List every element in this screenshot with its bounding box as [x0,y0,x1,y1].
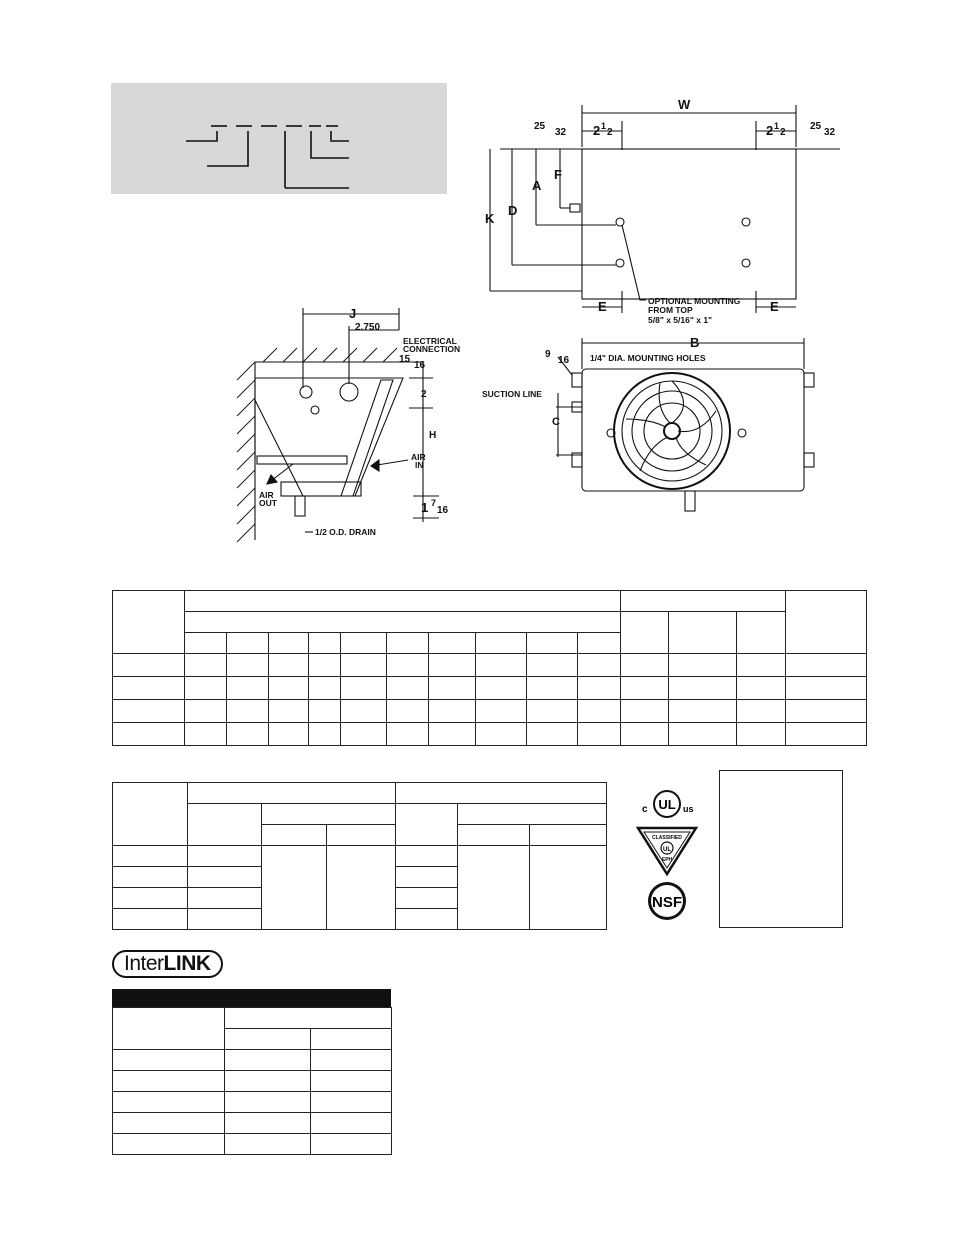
table-row [113,846,607,867]
dim-e-right: E [770,299,779,314]
drain-label: 1/2 O.D. DRAIN [315,527,376,537]
table-row [113,1134,392,1155]
optional-mounting-line-2: FROM TOP [648,305,693,315]
dim-2-1-2-right-whole: 2 [766,123,774,138]
dim-e-left: E [598,299,607,314]
table-row [113,1113,392,1134]
dim-c: C [552,416,560,428]
mounting-holes-label: 1/4" DIA. MOUNTING HOLES [590,353,706,363]
interlink-inter-text: Inter [124,952,164,975]
interlink-link-text: LINK [163,952,211,975]
dim-25-32-left-num: 25 [534,121,546,132]
ul-us: us [683,804,694,814]
spec-dim-gap [185,612,621,633]
dim-1-7-16-whole: 1 [421,500,429,515]
ul-listed-logo [642,791,694,817]
dim-2-1-2-left-den: 2 [607,127,613,138]
air-in-label-2: IN [415,460,424,470]
electrical-table [112,782,607,930]
ul-classified-mark: UL [663,847,671,853]
specifications-table [112,590,867,746]
ul-classified-logo [638,828,696,874]
interlink-logo [112,950,223,978]
dim-2750: 2.750 [355,322,381,333]
dim-d: D [508,203,518,218]
dim-2-1-2-right-den: 2 [780,127,786,138]
nsf-text: NSF [652,894,682,911]
model-number-lines [111,83,447,194]
dim-k: K [485,211,495,226]
certification-logos [632,782,704,924]
ul-mark: UL [658,797,676,812]
dim-2: 2 [421,389,427,400]
ul-classified-text: CLASSIFIED [652,835,682,841]
dim-1-7-16-num: 7 [431,498,437,508]
dim-b: B [690,335,700,350]
nsf-logo [648,882,686,920]
interlink-table [112,1007,392,1155]
table-row [113,700,867,723]
table-row [113,1092,392,1113]
spec-model-header [113,591,185,654]
air-in-label-1: AIR [411,452,426,462]
dim-25-32-right-num: 25 [810,121,822,132]
spec-weight-header [786,591,867,654]
dim-w: W [678,97,691,112]
dim-2-1-2-left-whole: 2 [593,123,601,138]
model-number-box [111,83,447,194]
dim-9-16-den: 16 [558,355,570,366]
table-row [113,1050,392,1071]
front-view-diagram [480,335,850,515]
dim-2-1-2-left-num: 1 [601,121,607,131]
dim-2-1-2-right-num: 1 [774,121,780,131]
ul-c: c [642,804,648,815]
air-out-label-1: AIR [259,490,274,500]
dim-25-32-right-den: 32 [824,127,836,138]
electrical-label-1: ELECTRICAL [403,336,457,346]
interlink-table-header-bar [112,989,391,1007]
dim-15-16-den: 16 [414,360,426,371]
dim-1-7-16-den: 16 [437,505,449,516]
electrical-label-2: CONNECTION [403,344,461,354]
notes-box [719,770,843,928]
ul-classified-epi: EPH [661,857,673,863]
spec-connection-header [621,591,786,612]
table-row [113,654,867,677]
dim-25-32-left-den: 32 [555,127,567,138]
spec-dimensions-header [185,591,621,612]
suction-line-label: SUCTION LINE [482,389,542,399]
air-out-label-2: OUT [259,498,277,508]
dim-f: F [554,167,562,182]
dim-15-16-num: 15 [399,354,411,365]
dim-9-16-num: 9 [545,349,551,360]
top-view-diagram [470,95,850,335]
table-row [113,723,867,746]
side-view-diagram [233,300,483,545]
table-row [113,1071,392,1092]
dim-j: J [349,306,357,321]
dim-a: A [532,178,542,193]
table-row [113,677,867,700]
optional-mounting-line-3: 5/8" x 5/16" x 1" [648,315,713,325]
dim-h: H [429,430,437,441]
optional-mounting-line-1: OPTIONAL MOUNTING [648,296,741,306]
